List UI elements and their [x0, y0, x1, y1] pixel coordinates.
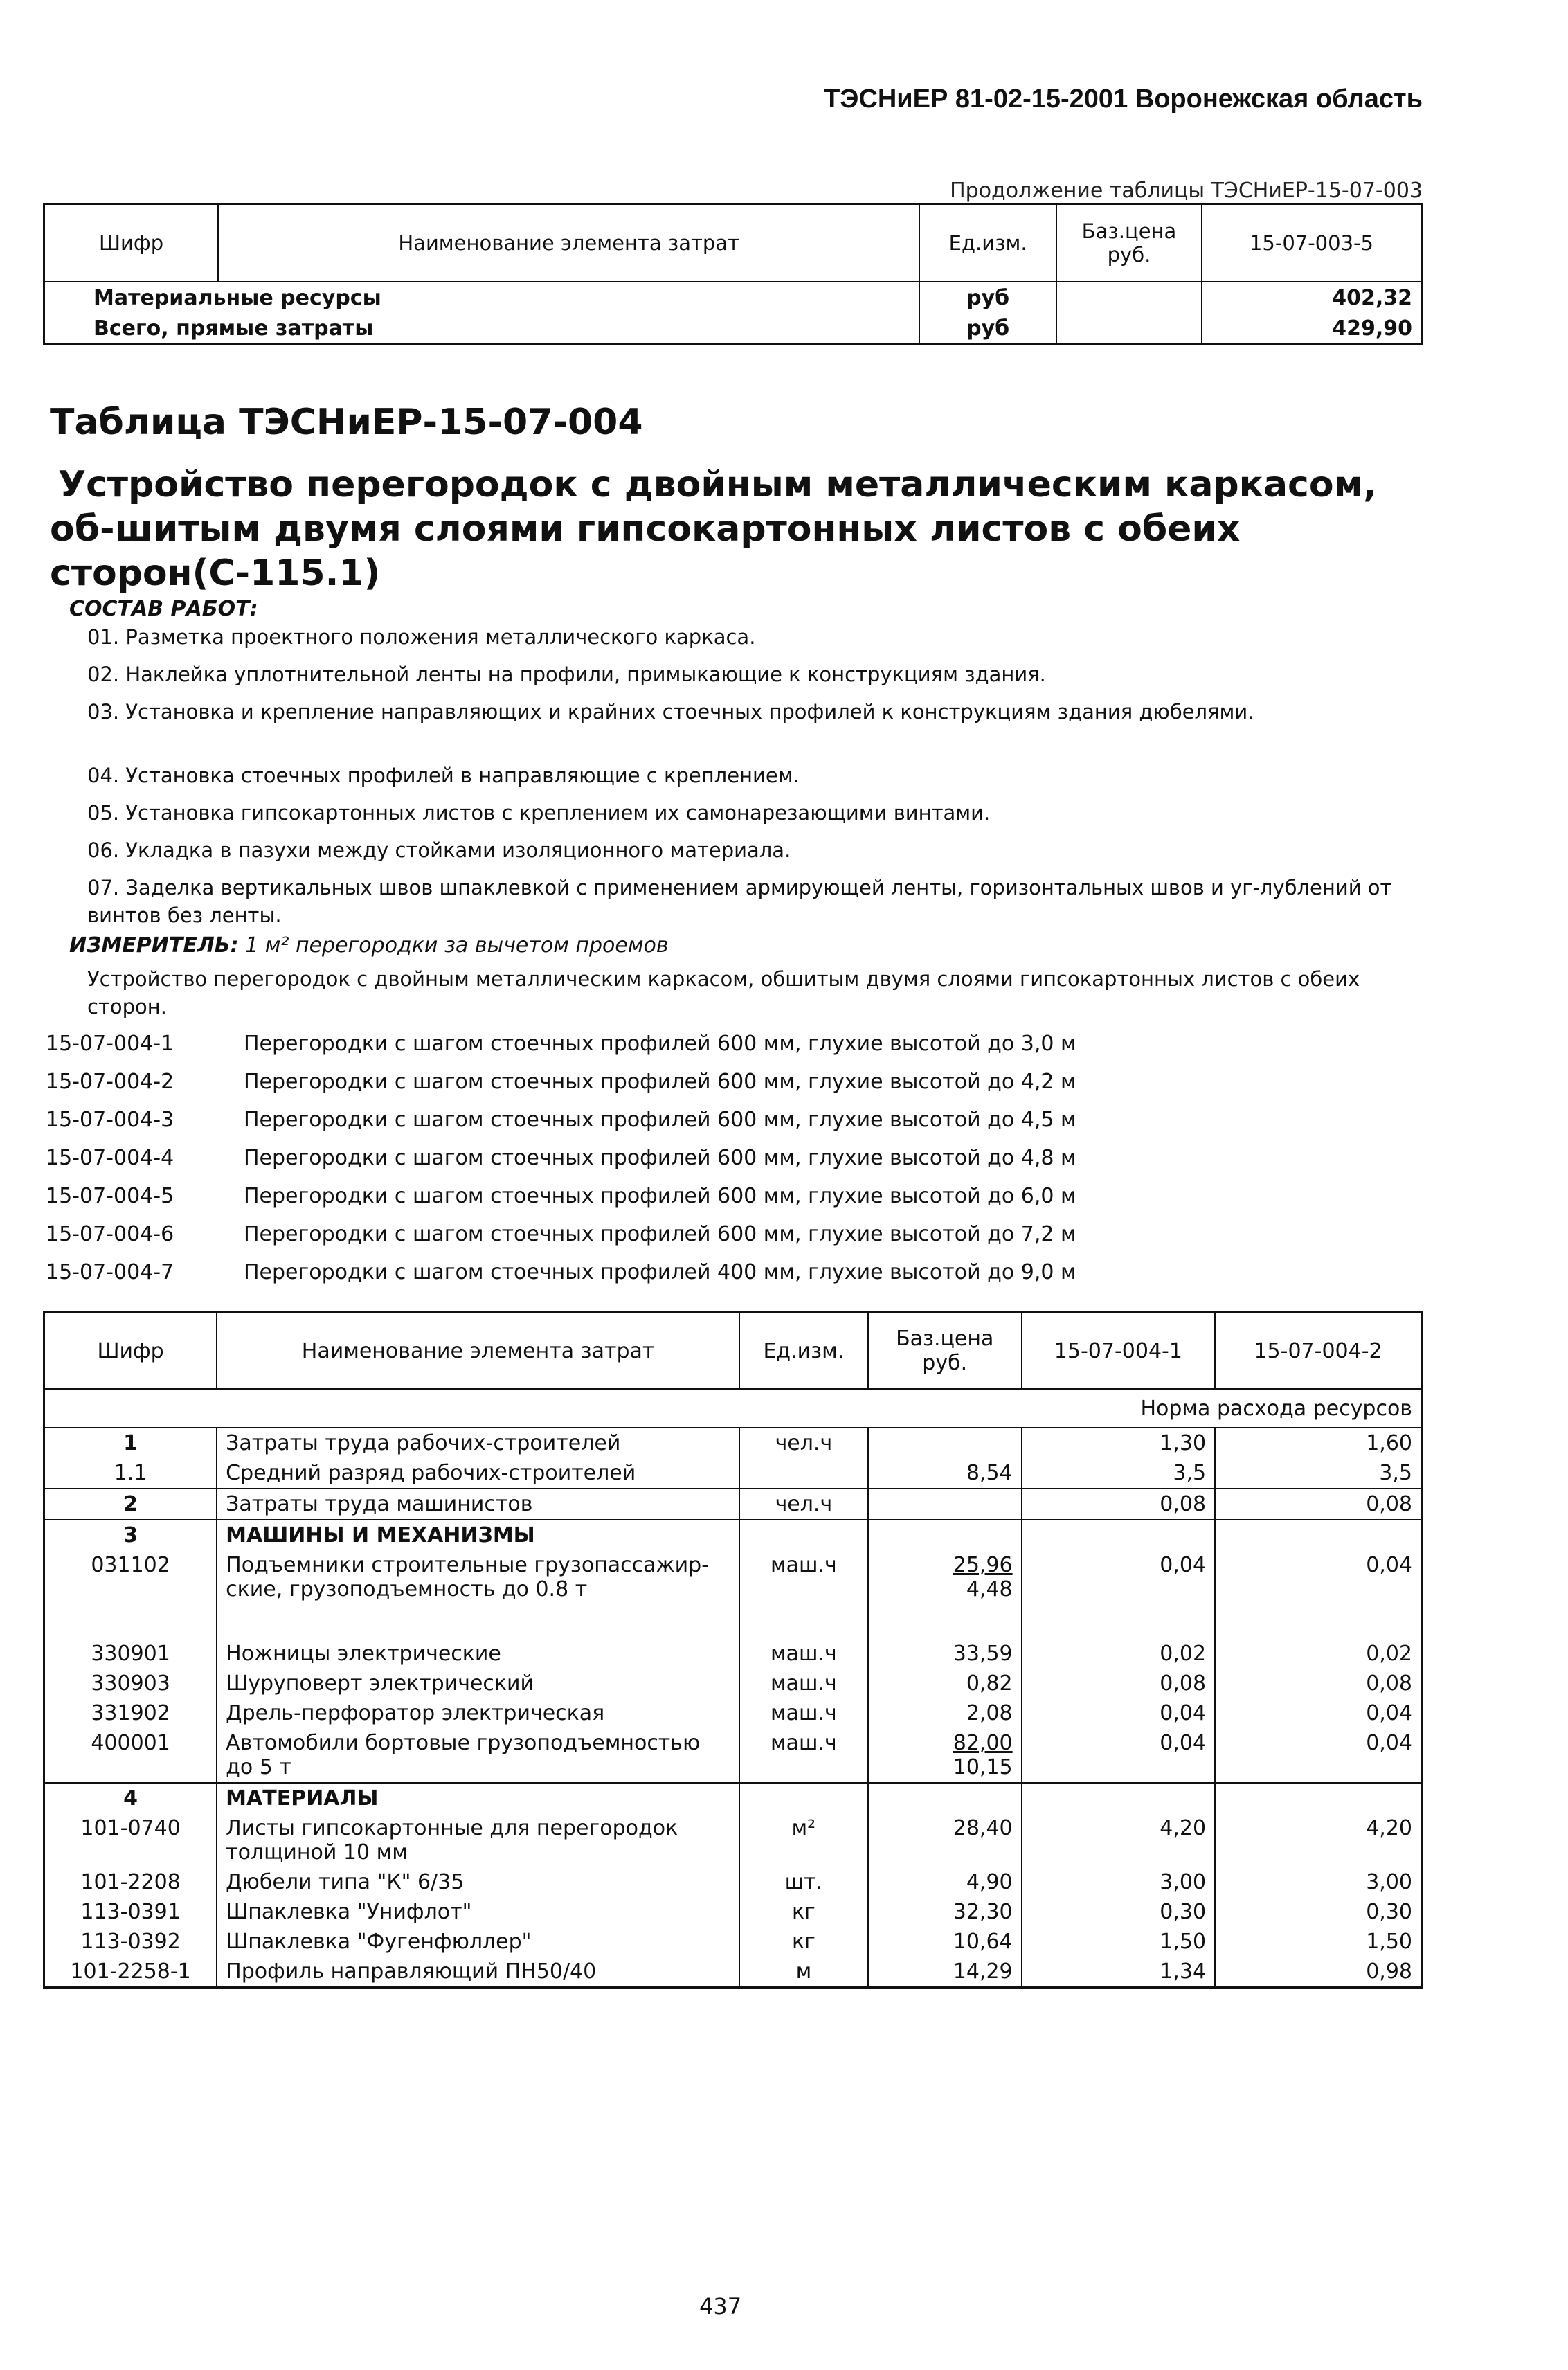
cell-price [868, 1783, 1022, 1813]
cell-price: 2,08 [868, 1698, 1022, 1728]
col-unit-header: Ед.изм. [739, 1313, 868, 1390]
code-list-text: Перегородки с шагом стоечных профилей 600 мм, глухие высотой до 4,5 м [244, 1108, 1076, 1132]
price-secondary: 10,15 [953, 1755, 1013, 1779]
cell-price: 14,29 [868, 1957, 1022, 1988]
code-list-code: 15-07-004-3 [46, 1108, 174, 1132]
code-list-code: 15-07-004-1 [46, 1032, 174, 1056]
row-value: 429,90 [1202, 313, 1422, 345]
code-list-item [46, 1146, 1076, 1170]
cell-v2: 0,02 [1215, 1639, 1421, 1669]
norm-blank [44, 1389, 1022, 1428]
table-row [44, 1458, 1422, 1489]
code-list-code: 15-07-004-6 [46, 1222, 174, 1246]
continuation-table [43, 203, 1423, 345]
cell-price: 10,64 [868, 1927, 1022, 1957]
table-row [44, 1550, 1422, 1639]
cell-name: Подъемники строительные грузопассажир-ские, грузоподъемность до 0.8 т [217, 1550, 739, 1639]
table-row [44, 313, 1422, 345]
work-item: 01. Разметка проектного положения металлического каркаса. [87, 625, 756, 649]
col-code-header: Шифр [44, 1313, 217, 1390]
cell-unit: кг [739, 1927, 868, 1957]
cell-v1: 3,5 [1022, 1458, 1215, 1489]
cell-code: 1.1 [114, 1461, 147, 1485]
col-c2-header: 15-07-004-2 [1215, 1313, 1421, 1390]
cell-unit: м² [739, 1813, 868, 1867]
table-row [44, 1728, 1422, 1783]
cell-code: 330903 [91, 1671, 170, 1696]
cell-code: 101-2208 [80, 1870, 181, 1894]
cell-v1: 3,00 [1022, 1867, 1215, 1897]
cell-price [868, 1520, 1022, 1550]
row-unit: руб [919, 282, 1056, 313]
cell-unit: маш.ч [739, 1550, 868, 1639]
cell-v2 [1215, 1520, 1421, 1550]
row-value: 402,32 [1202, 282, 1422, 313]
cell-name: МАШИНЫ И МЕХАНИЗМЫ [217, 1520, 739, 1550]
cell-price [868, 1728, 1022, 1783]
cell-unit [739, 1783, 868, 1813]
code-list-code: 15-07-004-2 [46, 1070, 174, 1094]
cell-name: Шпаклевка "Фугенфюллер" [217, 1927, 739, 1957]
cell-unit: м [739, 1957, 868, 1988]
works-label: СОСТАВ РАБОТ: [69, 597, 258, 621]
cell-code: 031102 [91, 1553, 170, 1577]
cell-name: Автомобили бортовые грузоподъемностью до 5 т [217, 1728, 739, 1783]
work-item: 05. Установка гипсокартонных листов с креплением их самонарезающими винтами. [87, 801, 991, 825]
cell-name: Дрель-перфоратор электрическая [217, 1698, 739, 1728]
cell-price: 33,59 [868, 1639, 1022, 1669]
cell-name: Затраты труда рабочих-строителей [217, 1428, 739, 1458]
cell-unit: чел.ч [739, 1489, 868, 1520]
cell-code: 331902 [91, 1701, 170, 1725]
cell-v2: 0,98 [1215, 1957, 1421, 1988]
cell-code: 4 [44, 1783, 217, 1813]
cell-v1: 0,04 [1022, 1550, 1215, 1639]
code-list-text: Перегородки с шагом стоечных профилей 600 мм, глухие высотой до 7,2 м [244, 1222, 1076, 1246]
cell-name: Затраты труда машинистов [217, 1489, 739, 1520]
cell-name: Профиль направляющий ПН50/40 [217, 1957, 739, 1988]
code-list-text: Перегородки с шагом стоечных профилей 400 мм, глухие высотой до 9,0 м [244, 1260, 1076, 1284]
code-list-item [46, 1222, 1076, 1246]
cell-price: 28,40 [868, 1813, 1022, 1867]
col-price-header: Баз.цена руб. [868, 1313, 1022, 1390]
cell-v1: 1,30 [1022, 1428, 1215, 1458]
cell-code: 1 [123, 1431, 138, 1455]
code-list-text: Перегородки с шагом стоечных профилей 600 мм, глухие высотой до 4,8 м [244, 1146, 1076, 1170]
cell-unit: чел.ч [739, 1428, 868, 1458]
meter-description: Устройство перегородок с двойным металлическим каркасом, обшитым двумя слоями гипсокартонных листов с обеих сторон. [87, 967, 1360, 1018]
code-list-item [46, 1108, 1076, 1132]
cell-v1 [1022, 1783, 1215, 1813]
continuation-header-row [44, 204, 1422, 282]
cell-name: Шуруповерт электрический [217, 1669, 739, 1698]
cell-unit: маш.ч [739, 1698, 868, 1728]
row-price [1056, 313, 1202, 345]
row-name: Материальные ресурсы [93, 285, 381, 310]
cell-v1: 0,08 [1022, 1489, 1215, 1520]
cell-code: 2 [44, 1489, 217, 1520]
cell-price: 32,30 [868, 1897, 1022, 1927]
row-price [1056, 282, 1202, 313]
cell-v1: 0,04 [1022, 1728, 1215, 1783]
cell-price [868, 1428, 1022, 1458]
cell-v1: 0,02 [1022, 1639, 1215, 1669]
cell-price [868, 1550, 1022, 1639]
col-c1-header: 15-07-003-5 [1202, 204, 1422, 282]
code-list-text: Перегородки с шагом стоечных профилей 600 мм, глухие высотой до 3,0 м [244, 1032, 1076, 1056]
cell-unit: шт. [739, 1867, 868, 1897]
col-name-header: Наименование элемента затрат [217, 1313, 739, 1390]
table-heading: Таблица ТЭСНиЕР-15-07-004 [50, 402, 643, 443]
table-row [44, 1698, 1422, 1728]
price-value: 82,00 [953, 1731, 1013, 1755]
code-list-code: 15-07-004-4 [46, 1146, 174, 1170]
cell-unit [739, 1458, 868, 1489]
col-code-header: Шифр [44, 204, 219, 282]
cell-price: 0,82 [868, 1669, 1022, 1698]
table-row [44, 1669, 1422, 1698]
code-list-code: 15-07-004-7 [46, 1260, 174, 1284]
cell-v1: 1,50 [1022, 1927, 1215, 1957]
cell-name: Шпаклевка "Унифлот" [217, 1897, 739, 1927]
cell-code: 113-0391 [80, 1900, 181, 1924]
table-row [44, 1813, 1422, 1867]
cell-name: МАТЕРИАЛЫ [217, 1783, 739, 1813]
work-item: 07. Заделка вертикальных швов шпаклевкой с применением армирующей ленты, горизонтальных швов и уг-лублений от винтов без ленты. [87, 876, 1392, 927]
meter-value: 1 м² перегородки за вычетом проемов [245, 933, 669, 958]
table-subject: Устройство перегородок с двойным металлическим каркасом, об-шитым двумя слоями гипсокартонных листов с обеих сторон(С-115.1) [50, 464, 1377, 594]
cell-v1: 0,30 [1022, 1897, 1215, 1927]
cell-code: 101-0740 [80, 1816, 181, 1840]
code-list-item [46, 1070, 1076, 1094]
work-item: 03. Установка и крепление направляющих и крайних стоечных профилей к конструкциям здания дюбелями. [87, 700, 1254, 724]
cell-v2: 0,04 [1215, 1550, 1421, 1639]
col-name-header: Наименование элемента затрат [218, 204, 919, 282]
cell-price: 8,54 [868, 1458, 1022, 1489]
cell-v2: 0,08 [1215, 1669, 1421, 1698]
col-c1-header: 15-07-004-1 [1022, 1313, 1215, 1390]
norm-row [44, 1389, 1422, 1428]
row-name: Всего, прямые затраты [93, 316, 374, 341]
cell-unit: маш.ч [739, 1728, 868, 1783]
code-list-item [46, 1032, 1076, 1056]
cell-v2: 0,08 [1215, 1489, 1421, 1520]
cell-unit: кг [739, 1897, 868, 1927]
table-row [44, 282, 1422, 313]
page-header-title: ТЭСНиЕР 81-02-15-2001 Воронежская область [824, 84, 1423, 114]
cell-name: Листы гипсокартонные для перегородок толщиной 10 мм [217, 1813, 739, 1867]
cell-unit: маш.ч [739, 1639, 868, 1669]
cell-v2: 1,60 [1215, 1428, 1421, 1458]
col-price-header: Баз.цена руб. [1056, 204, 1202, 282]
cell-v2: 4,20 [1215, 1813, 1421, 1867]
code-list-code: 15-07-004-5 [46, 1184, 174, 1208]
table-row [44, 1639, 1422, 1669]
cell-v1: 1,34 [1022, 1957, 1215, 1988]
main-table [43, 1311, 1423, 1989]
page-number: 437 [699, 2293, 742, 2319]
code-list-item [46, 1260, 1076, 1284]
cell-v2: 0,04 [1215, 1728, 1421, 1783]
norm-label: Норма расхода ресурсов [1022, 1389, 1422, 1428]
cell-v1 [1022, 1520, 1215, 1550]
cell-code: 3 [44, 1520, 217, 1550]
work-item: 04. Установка стоечных профилей в направляющие с креплением. [87, 764, 800, 787]
work-item: 06. Укладка в пазухи между стойками изоляционного материала. [87, 838, 791, 862]
price-value: 25,96 [953, 1553, 1013, 1577]
continuation-caption: Продолжение таблицы ТЭСНиЕР-15-07-003 [950, 179, 1423, 203]
work-item: 02. Наклейка уплотнительной ленты на профили, примыкающие к конструкциям здания. [87, 663, 1046, 686]
cell-code: 101-2258-1 [70, 1959, 191, 1984]
code-list-item [46, 1184, 1076, 1208]
cell-unit: маш.ч [739, 1669, 868, 1698]
cell-v1: 4,20 [1022, 1813, 1215, 1867]
table-row [44, 1897, 1422, 1927]
table-row [44, 1867, 1422, 1897]
meter-line [69, 933, 669, 958]
main-header-row [44, 1313, 1422, 1390]
cell-v2: 3,00 [1215, 1867, 1421, 1897]
meter-label: ИЗМЕРИТЕЛЬ: [69, 933, 239, 958]
cell-v1: 0,04 [1022, 1698, 1215, 1728]
cell-unit [739, 1520, 868, 1550]
cell-code: 400001 [91, 1731, 170, 1755]
cell-code: 330901 [91, 1642, 170, 1666]
table-row [44, 1957, 1422, 1988]
section-row [44, 1520, 1422, 1550]
cell-v2 [1215, 1783, 1421, 1813]
code-list-text: Перегородки с шагом стоечных профилей 600 мм, глухие высотой до 4,2 м [244, 1070, 1076, 1094]
table-row [44, 1927, 1422, 1957]
cell-v2: 3,5 [1215, 1458, 1421, 1489]
cell-v2: 0,04 [1215, 1698, 1421, 1728]
row-unit: руб [919, 313, 1056, 345]
section-row [44, 1783, 1422, 1813]
cell-name: Дюбели типа "К" 6/35 [217, 1867, 739, 1897]
table-row [44, 1489, 1422, 1520]
cell-v1: 0,08 [1022, 1669, 1215, 1698]
cell-name: Средний разряд рабочих-строителей [217, 1458, 739, 1489]
cell-price [868, 1489, 1022, 1520]
cell-code: 113-0392 [80, 1930, 181, 1954]
price-secondary: 4,48 [966, 1577, 1013, 1601]
cell-price: 4,90 [868, 1867, 1022, 1897]
cell-v2: 1,50 [1215, 1927, 1421, 1957]
table-row [44, 1428, 1422, 1458]
cell-name: Ножницы электрические [217, 1639, 739, 1669]
col-unit-header: Ед.изм. [919, 204, 1056, 282]
cell-v2: 0,30 [1215, 1897, 1421, 1927]
code-list-text: Перегородки с шагом стоечных профилей 600 мм, глухие высотой до 6,0 м [244, 1184, 1076, 1208]
